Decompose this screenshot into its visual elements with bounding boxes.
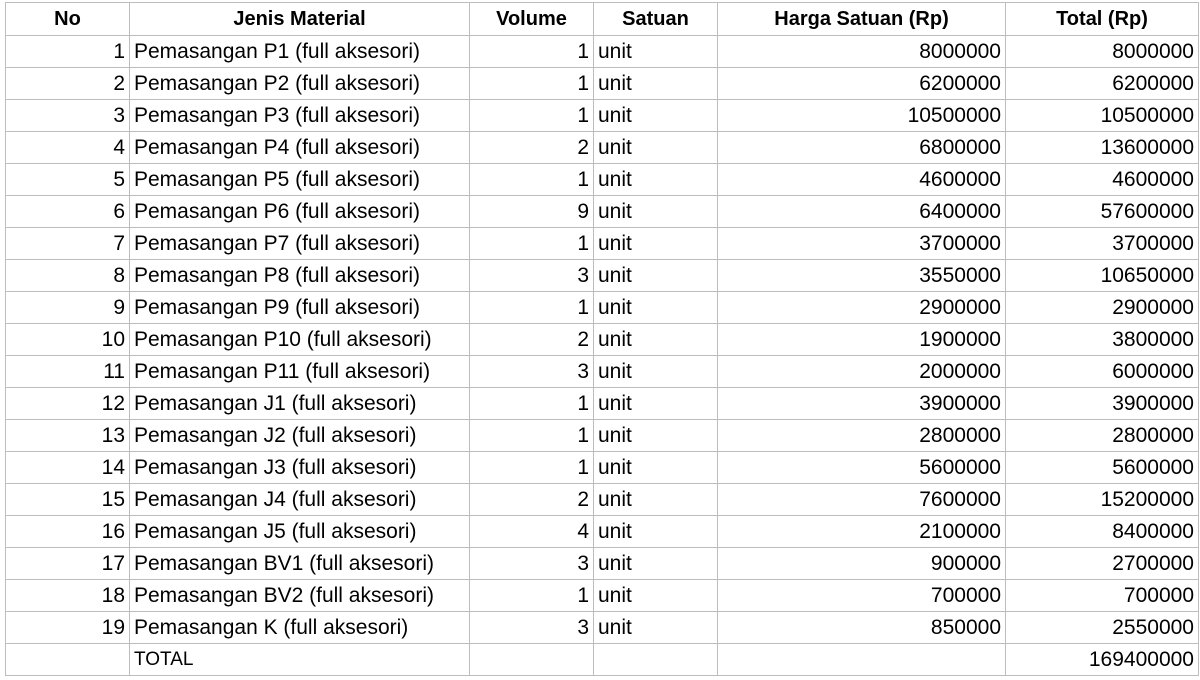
cell-volume: 1	[470, 100, 594, 132]
cell-satuan: unit	[594, 612, 718, 644]
cell-harga: 4600000	[718, 164, 1006, 196]
cell-volume: 1	[470, 36, 594, 68]
cell-total: 2700000	[1006, 548, 1199, 580]
cell-volume: 2	[470, 132, 594, 164]
cell-harga: 900000	[718, 548, 1006, 580]
cell-no: 10	[6, 324, 130, 356]
cell-harga: 8000000	[718, 36, 1006, 68]
cell-total: 57600000	[1006, 196, 1199, 228]
cell-total: 8400000	[1006, 516, 1199, 548]
summary-total: 169400000	[1006, 644, 1199, 676]
cell-total: 5600000	[1006, 452, 1199, 484]
cell-volume: 2	[470, 484, 594, 516]
table-row	[6, 484, 1199, 516]
cell-total: 3900000	[1006, 388, 1199, 420]
table-row	[6, 228, 1199, 260]
cell-total: 2550000	[1006, 612, 1199, 644]
table-row	[6, 548, 1199, 580]
cell-harga: 5600000	[718, 452, 1006, 484]
cell-total: 3700000	[1006, 228, 1199, 260]
cell-volume: 3	[470, 548, 594, 580]
cell-no: 13	[6, 420, 130, 452]
table-row	[6, 612, 1199, 644]
cell-volume: 3	[470, 612, 594, 644]
cell-material: Pemasangan P7 (full aksesori)	[130, 228, 470, 260]
table-row	[6, 36, 1199, 68]
table-row	[6, 196, 1199, 228]
summary-volume-cell	[470, 644, 594, 676]
cell-satuan: unit	[594, 356, 718, 388]
cell-no: 9	[6, 292, 130, 324]
cell-satuan: unit	[594, 228, 718, 260]
cell-material: Pemasangan P10 (full aksesori)	[130, 324, 470, 356]
cell-harga: 3900000	[718, 388, 1006, 420]
cell-no: 16	[6, 516, 130, 548]
cell-volume: 1	[470, 452, 594, 484]
table-row	[6, 292, 1199, 324]
cell-no: 7	[6, 228, 130, 260]
cell-no: 2	[6, 68, 130, 100]
cell-no: 1	[6, 36, 130, 68]
cell-material: Pemasangan P6 (full aksesori)	[130, 196, 470, 228]
cell-no: 18	[6, 580, 130, 612]
cell-harga: 10500000	[718, 100, 1006, 132]
cell-no: 12	[6, 388, 130, 420]
cell-volume: 3	[470, 260, 594, 292]
summary-label: TOTAL	[130, 644, 470, 676]
table-row	[6, 580, 1199, 612]
table-row	[6, 388, 1199, 420]
summary-harga-cell	[718, 644, 1006, 676]
cell-volume: 1	[470, 228, 594, 260]
cell-material: Pemasangan BV2 (full aksesori)	[130, 580, 470, 612]
cell-satuan: unit	[594, 548, 718, 580]
table-row	[6, 420, 1199, 452]
cell-volume: 1	[470, 580, 594, 612]
cell-total: 2900000	[1006, 292, 1199, 324]
cell-no: 5	[6, 164, 130, 196]
cell-harga: 2800000	[718, 420, 1006, 452]
table-row	[6, 516, 1199, 548]
cell-satuan: unit	[594, 580, 718, 612]
cell-harga: 700000	[718, 580, 1006, 612]
summary-row	[6, 644, 1199, 676]
cell-harga: 850000	[718, 612, 1006, 644]
cell-material: Pemasangan P3 (full aksesori)	[130, 100, 470, 132]
cell-total: 15200000	[1006, 484, 1199, 516]
cell-satuan: unit	[594, 132, 718, 164]
cell-volume: 1	[470, 388, 594, 420]
table-row	[6, 324, 1199, 356]
header-row	[6, 3, 1199, 36]
cell-volume: 9	[470, 196, 594, 228]
cell-material: Pemasangan P2 (full aksesori)	[130, 68, 470, 100]
cell-volume: 1	[470, 164, 594, 196]
cell-material: Pemasangan P4 (full aksesori)	[130, 132, 470, 164]
cell-harga: 2900000	[718, 292, 1006, 324]
cell-material: Pemasangan P5 (full aksesori)	[130, 164, 470, 196]
cell-satuan: unit	[594, 68, 718, 100]
cell-harga: 2000000	[718, 356, 1006, 388]
cell-material: Pemasangan BV1 (full aksesori)	[130, 548, 470, 580]
cell-total: 10500000	[1006, 100, 1199, 132]
cell-no: 4	[6, 132, 130, 164]
cell-volume: 3	[470, 356, 594, 388]
table-row	[6, 164, 1199, 196]
cell-total: 700000	[1006, 580, 1199, 612]
header-harga: Harga Satuan (Rp)	[718, 3, 1006, 36]
cell-satuan: unit	[594, 484, 718, 516]
summary-satuan-cell	[594, 644, 718, 676]
cell-satuan: unit	[594, 324, 718, 356]
cell-material: Pemasangan P8 (full aksesori)	[130, 260, 470, 292]
cell-total: 13600000	[1006, 132, 1199, 164]
material-cost-table	[5, 2, 1199, 676]
cell-volume: 1	[470, 292, 594, 324]
cell-no: 14	[6, 452, 130, 484]
cell-no: 8	[6, 260, 130, 292]
cell-volume: 1	[470, 420, 594, 452]
header-material: Jenis Material	[130, 3, 470, 36]
cell-harga: 3550000	[718, 260, 1006, 292]
cell-no: 11	[6, 356, 130, 388]
cell-total: 3800000	[1006, 324, 1199, 356]
cell-no: 6	[6, 196, 130, 228]
cell-harga: 6400000	[718, 196, 1006, 228]
cell-material: Pemasangan J3 (full aksesori)	[130, 452, 470, 484]
cell-harga: 2100000	[718, 516, 1006, 548]
cell-material: Pemasangan J4 (full aksesori)	[130, 484, 470, 516]
cell-material: Pemasangan K (full aksesori)	[130, 612, 470, 644]
cell-material: Pemasangan J1 (full aksesori)	[130, 388, 470, 420]
table-body	[6, 36, 1199, 644]
header-no: No	[6, 3, 130, 36]
header-volume: Volume	[470, 3, 594, 36]
cell-no: 15	[6, 484, 130, 516]
cell-no: 17	[6, 548, 130, 580]
cell-satuan: unit	[594, 196, 718, 228]
cell-total: 4600000	[1006, 164, 1199, 196]
cell-satuan: unit	[594, 36, 718, 68]
cell-material: Pemasangan P9 (full aksesori)	[130, 292, 470, 324]
table-row	[6, 356, 1199, 388]
cell-total: 6200000	[1006, 68, 1199, 100]
cell-satuan: unit	[594, 292, 718, 324]
cell-volume: 1	[470, 68, 594, 100]
cell-material: Pemasangan P1 (full aksesori)	[130, 36, 470, 68]
summary-no-cell	[6, 644, 130, 676]
cell-harga: 7600000	[718, 484, 1006, 516]
header-total: Total (Rp)	[1006, 3, 1199, 36]
cell-harga: 3700000	[718, 228, 1006, 260]
cell-total: 10650000	[1006, 260, 1199, 292]
cell-harga: 6200000	[718, 68, 1006, 100]
table-row	[6, 452, 1199, 484]
cell-no: 3	[6, 100, 130, 132]
cell-material: Pemasangan P11 (full aksesori)	[130, 356, 470, 388]
cell-satuan: unit	[594, 516, 718, 548]
cell-satuan: unit	[594, 420, 718, 452]
cell-satuan: unit	[594, 100, 718, 132]
cell-harga: 6800000	[718, 132, 1006, 164]
header-satuan: Satuan	[594, 3, 718, 36]
cell-harga: 1900000	[718, 324, 1006, 356]
table-row	[6, 68, 1199, 100]
cell-satuan: unit	[594, 164, 718, 196]
cell-volume: 2	[470, 324, 594, 356]
table-row	[6, 260, 1199, 292]
cell-volume: 4	[470, 516, 594, 548]
cell-material: Pemasangan J5 (full aksesori)	[130, 516, 470, 548]
cell-satuan: unit	[594, 260, 718, 292]
cell-total: 8000000	[1006, 36, 1199, 68]
cell-total: 2800000	[1006, 420, 1199, 452]
table-row	[6, 100, 1199, 132]
table-row	[6, 132, 1199, 164]
cell-no: 19	[6, 612, 130, 644]
cell-material: Pemasangan J2 (full aksesori)	[130, 420, 470, 452]
cell-satuan: unit	[594, 452, 718, 484]
cell-total: 6000000	[1006, 356, 1199, 388]
cell-satuan: unit	[594, 388, 718, 420]
